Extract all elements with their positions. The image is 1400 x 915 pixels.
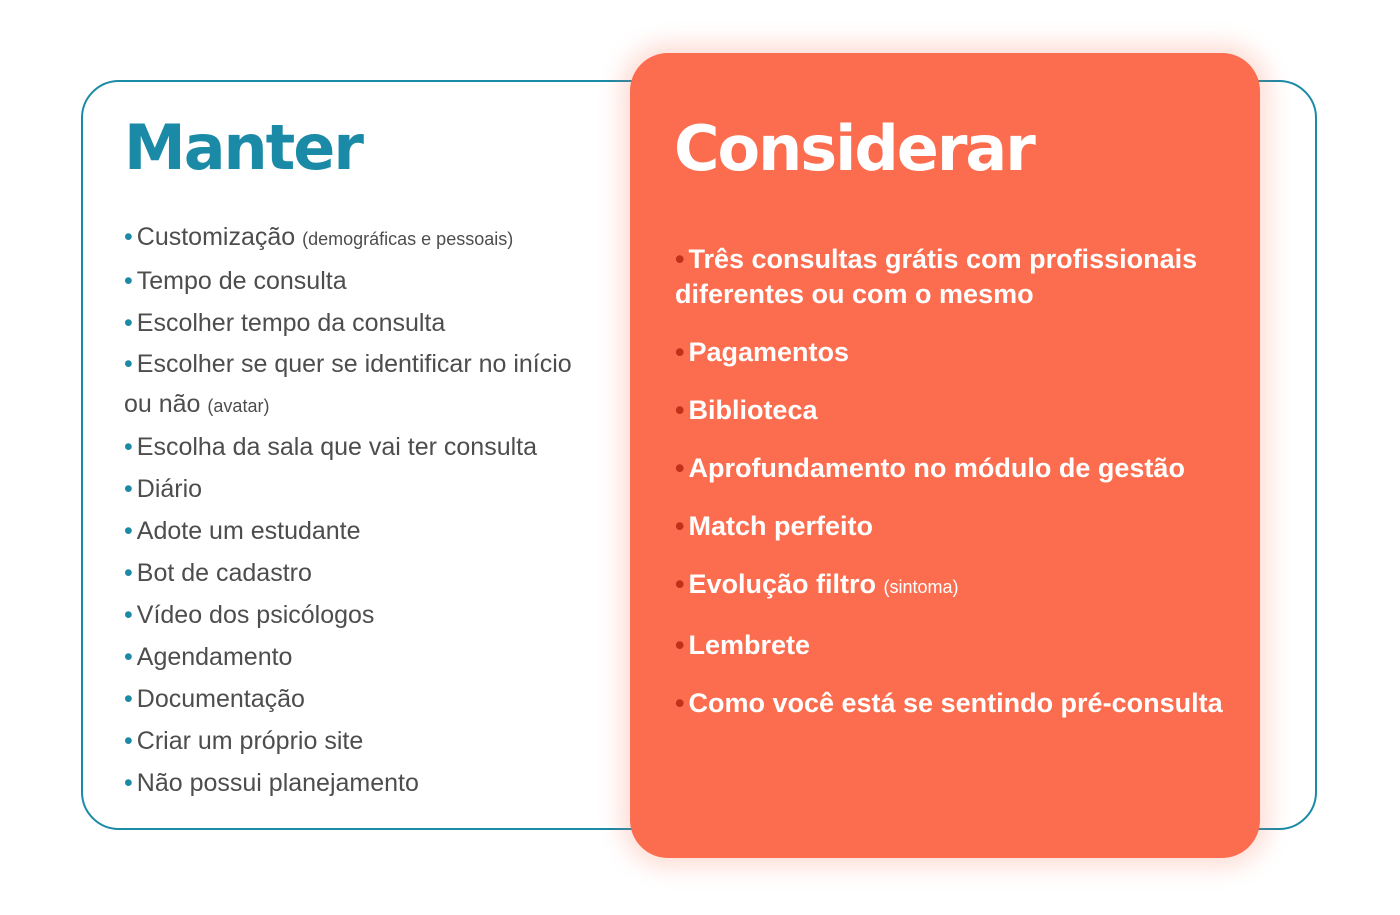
bullet-icon: •	[124, 601, 133, 629]
list-item	[124, 720, 604, 762]
bullet-icon: •	[124, 309, 133, 337]
list-item	[124, 260, 604, 302]
item-text: Pagamentos	[688, 337, 850, 367]
list-item	[675, 686, 1245, 721]
bullet-icon: •	[675, 244, 685, 274]
considerar-title: Considerar	[674, 112, 1034, 185]
list-item	[124, 426, 604, 468]
list-item	[675, 335, 1245, 370]
bullet-icon: •	[124, 643, 133, 671]
list-item	[675, 451, 1245, 486]
bullet-icon: •	[675, 337, 685, 367]
item-note: (avatar)	[207, 396, 270, 416]
item-text: Customização	[136, 223, 296, 251]
bullet-icon: •	[675, 630, 685, 660]
item-text: Tempo de consulta	[136, 267, 347, 295]
item-text: Bot de cadastro	[136, 559, 312, 587]
bullet-icon: •	[124, 727, 133, 755]
item-text: Biblioteca	[688, 395, 818, 425]
manter-list	[124, 216, 604, 804]
item-text: Aprofundamento no módulo de gestão	[688, 453, 1185, 483]
item-text: Criar um próprio site	[136, 727, 364, 755]
list-item	[675, 242, 1245, 312]
item-text: Diário	[136, 475, 203, 503]
manter-title: Manter	[124, 111, 362, 184]
item-note: (demográficas e pessoais)	[302, 229, 514, 249]
list-item	[675, 628, 1245, 663]
bullet-icon: •	[124, 769, 133, 797]
item-text: Escolher se quer se identificar no início ou não	[124, 350, 572, 418]
bullet-icon: •	[124, 517, 133, 545]
bullet-icon: •	[124, 223, 133, 251]
list-item	[124, 216, 604, 260]
item-text: Três consultas grátis com profissionais diferentes ou com o mesmo	[675, 244, 1198, 309]
list-item	[124, 594, 604, 636]
list-item	[675, 509, 1245, 544]
list-item	[675, 393, 1245, 428]
bullet-icon: •	[675, 569, 685, 599]
bullet-icon: •	[124, 267, 133, 295]
item-text: Evolução filtro	[688, 569, 876, 599]
list-item	[124, 468, 604, 510]
list-item	[124, 678, 604, 720]
item-text: Agendamento	[136, 643, 293, 671]
bullet-icon: •	[124, 433, 133, 461]
item-text: Match perfeito	[688, 511, 873, 541]
item-note: (sintoma)	[883, 577, 959, 597]
list-item	[124, 344, 604, 426]
list-item	[124, 302, 604, 344]
list-item	[675, 567, 1245, 605]
list-item	[124, 636, 604, 678]
item-text: Adote um estudante	[136, 517, 361, 545]
considerar-card	[630, 53, 1260, 858]
item-text: Documentação	[136, 685, 305, 713]
bullet-icon: •	[124, 475, 133, 503]
item-text: Escolha da sala que vai ter consulta	[136, 433, 538, 461]
bullet-icon: •	[675, 453, 685, 483]
list-item	[124, 552, 604, 594]
item-text: Não possui planejamento	[136, 769, 419, 797]
list-item	[124, 762, 604, 804]
bullet-icon: •	[124, 350, 133, 378]
bullet-icon: •	[675, 511, 685, 541]
item-text: Escolher tempo da consulta	[136, 309, 446, 337]
item-text: Como você está se sentindo pré-consulta	[688, 688, 1223, 718]
manter-panel	[124, 108, 604, 804]
item-text: Lembrete	[688, 630, 810, 660]
bullet-icon: •	[124, 559, 133, 587]
list-item	[124, 510, 604, 552]
bullet-icon: •	[124, 685, 133, 713]
considerar-list	[675, 242, 1245, 744]
bullet-icon: •	[675, 688, 685, 718]
item-text: Vídeo dos psicólogos	[136, 601, 375, 629]
bullet-icon: •	[675, 395, 685, 425]
